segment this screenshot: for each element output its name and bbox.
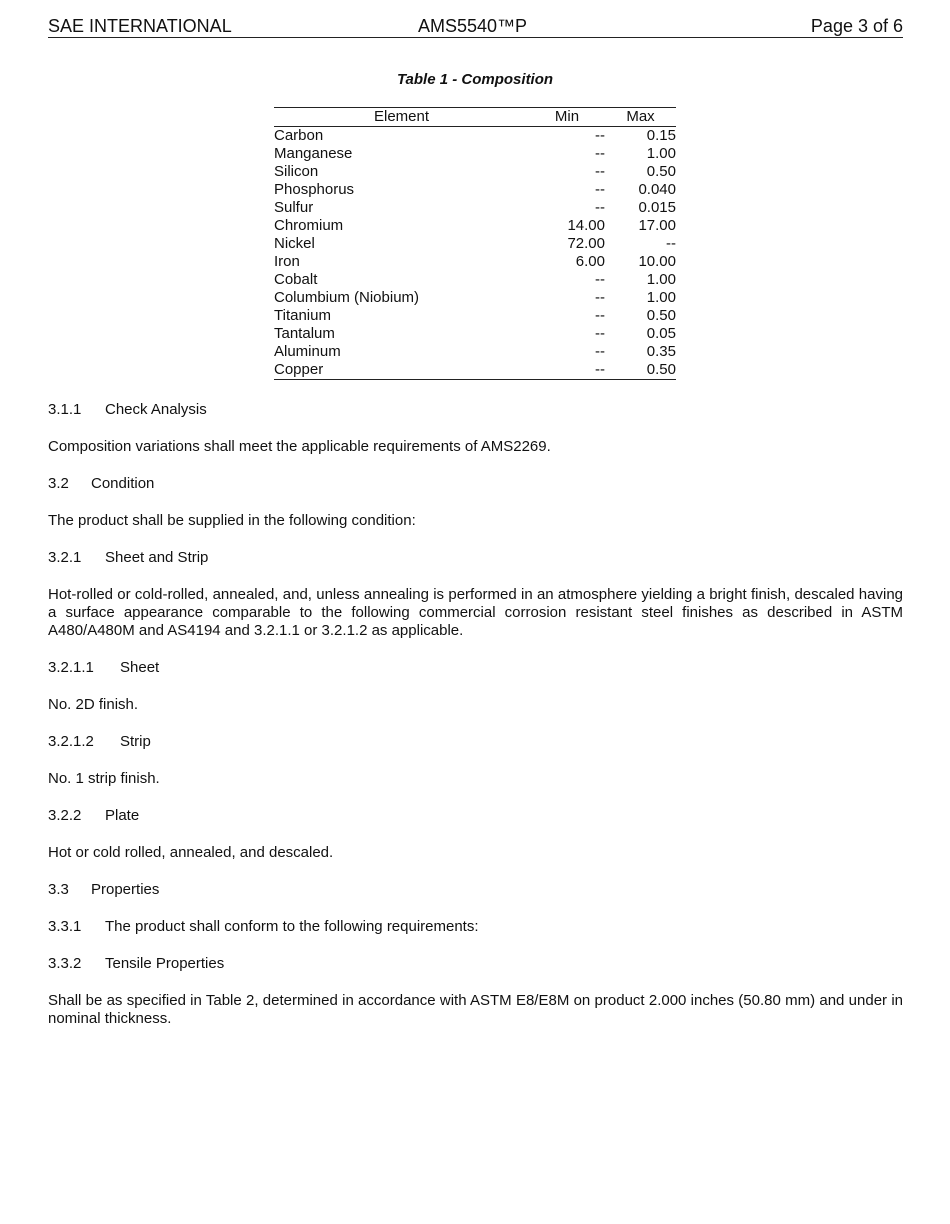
cell-max: 0.50	[646, 163, 676, 180]
section-3-2-1-2-text: No. 1 strip finish.	[48, 770, 160, 787]
cell-element: Carbon	[274, 127, 324, 144]
table-title: Table 1 - Composition	[396, 71, 554, 88]
cell-min: --	[595, 163, 605, 180]
header-page-number: Page 3 of 6	[810, 16, 903, 36]
table-row	[274, 361, 676, 380]
section-3-2-heading: 3.2 Condition	[48, 475, 155, 492]
cell-element: Sulfur	[274, 199, 314, 216]
cell-min: --	[595, 127, 605, 144]
cell-min: --	[595, 343, 605, 360]
cell-min: 6.00	[575, 253, 605, 270]
cell-max: 0.15	[646, 127, 676, 144]
cell-min: 72.00	[567, 235, 605, 252]
cell-max: 0.040	[638, 181, 676, 198]
table-row	[274, 271, 676, 289]
table-row	[274, 343, 676, 361]
section-3-3-2-heading: 3.3.2 Tensile Properties	[48, 955, 225, 972]
cell-min: 14.00	[567, 217, 605, 234]
section-3-2-1-2-heading: 3.2.1.2 Strip	[48, 733, 151, 750]
table-row	[274, 181, 676, 199]
table-row	[274, 253, 676, 271]
table-row	[274, 199, 676, 217]
cell-max: 1.00	[646, 289, 676, 306]
composition-table	[274, 107, 676, 380]
cell-min: --	[595, 307, 605, 324]
cell-max: 0.50	[646, 361, 676, 378]
cell-min: --	[595, 181, 605, 198]
table-row	[274, 217, 676, 235]
section-3-2-1-heading: 3.2.1 Sheet and Strip	[48, 549, 209, 566]
section-3-2-2-heading: 3.2.2 Plate	[48, 807, 140, 824]
table-row	[274, 235, 676, 253]
section-3-3-1-heading: 3.3.1 The product shall conform to the following requirements:	[48, 918, 479, 935]
section-3-2-2-text: Hot or cold rolled, annealed, and descaled.	[48, 844, 334, 861]
cell-element: Titanium	[274, 307, 331, 324]
cell-element: Chromium	[274, 217, 344, 234]
cell-min: --	[595, 361, 605, 378]
table-row	[274, 145, 676, 163]
header-document-number: AMS5540™P	[418, 16, 528, 36]
table-row	[274, 307, 676, 325]
column-header-element: Element	[373, 108, 430, 125]
cell-max: --	[666, 235, 676, 252]
cell-max: 0.50	[646, 307, 676, 324]
cell-element: Tantalum	[274, 325, 335, 342]
cell-max: 0.015	[638, 199, 676, 216]
section-3-2-1-1-heading: 3.2.1.1 Sheet	[48, 659, 160, 676]
cell-max: 1.00	[646, 271, 676, 288]
section-3-2-1-1-text: No. 2D finish.	[48, 696, 139, 713]
page-header	[48, 15, 903, 38]
header-organization: SAE INTERNATIONAL	[48, 16, 232, 36]
cell-max: 17.00	[638, 217, 676, 234]
cell-element: Copper	[274, 361, 324, 378]
cell-max: 1.00	[646, 145, 676, 162]
table-row	[274, 163, 676, 181]
section-3-1-1-heading: 3.1.1 Check Analysis	[48, 401, 207, 418]
cell-element: Aluminum	[274, 343, 341, 360]
table-header-row	[274, 108, 676, 127]
table-row	[274, 127, 676, 146]
cell-max: 0.35	[646, 343, 676, 360]
column-header-min: Min	[554, 108, 580, 125]
section-3-2-text: The product shall be supplied in the following condition:	[48, 512, 416, 529]
cell-element: Nickel	[274, 235, 315, 252]
section-3-2-1-text: Hot-rolled or cold-rolled, annealed, and, unless annealing is performed in an atmosphere yielding a bright finish, descaled having a surface appearance comparable to the following commercial corrosion resistant steel finishes as described in ASTM A480/A480M and AS4194 and 3.2.1.1 or 3.2.1.2 as applicable.	[48, 586, 903, 639]
cell-min: --	[595, 199, 605, 216]
cell-element: Manganese	[274, 145, 353, 162]
table-row	[274, 325, 676, 343]
cell-min: --	[595, 145, 605, 162]
cell-element: Columbium (Niobium)	[274, 289, 420, 306]
column-header-max: Max	[626, 108, 655, 125]
section-3-1-1-text: Composition variations shall meet the applicable requirements of AMS2269.	[48, 438, 551, 455]
cell-min: --	[595, 325, 605, 342]
cell-max: 0.05	[646, 325, 676, 342]
section-3-3-heading: 3.3 Properties	[48, 881, 160, 898]
cell-min: --	[595, 289, 605, 306]
cell-element: Silicon	[274, 163, 319, 180]
table-row	[274, 289, 676, 307]
cell-min: --	[595, 271, 605, 288]
cell-element: Phosphorus	[274, 181, 355, 198]
cell-element: Iron	[274, 253, 300, 270]
section-3-3-2-text: Shall be as specified in Table 2, determined in accordance with ASTM E8/E8M on product 2.000 inches (50.80 mm) and under in nominal thickness.	[48, 992, 903, 1027]
cell-max: 10.00	[638, 253, 676, 270]
cell-element: Cobalt	[274, 271, 318, 288]
